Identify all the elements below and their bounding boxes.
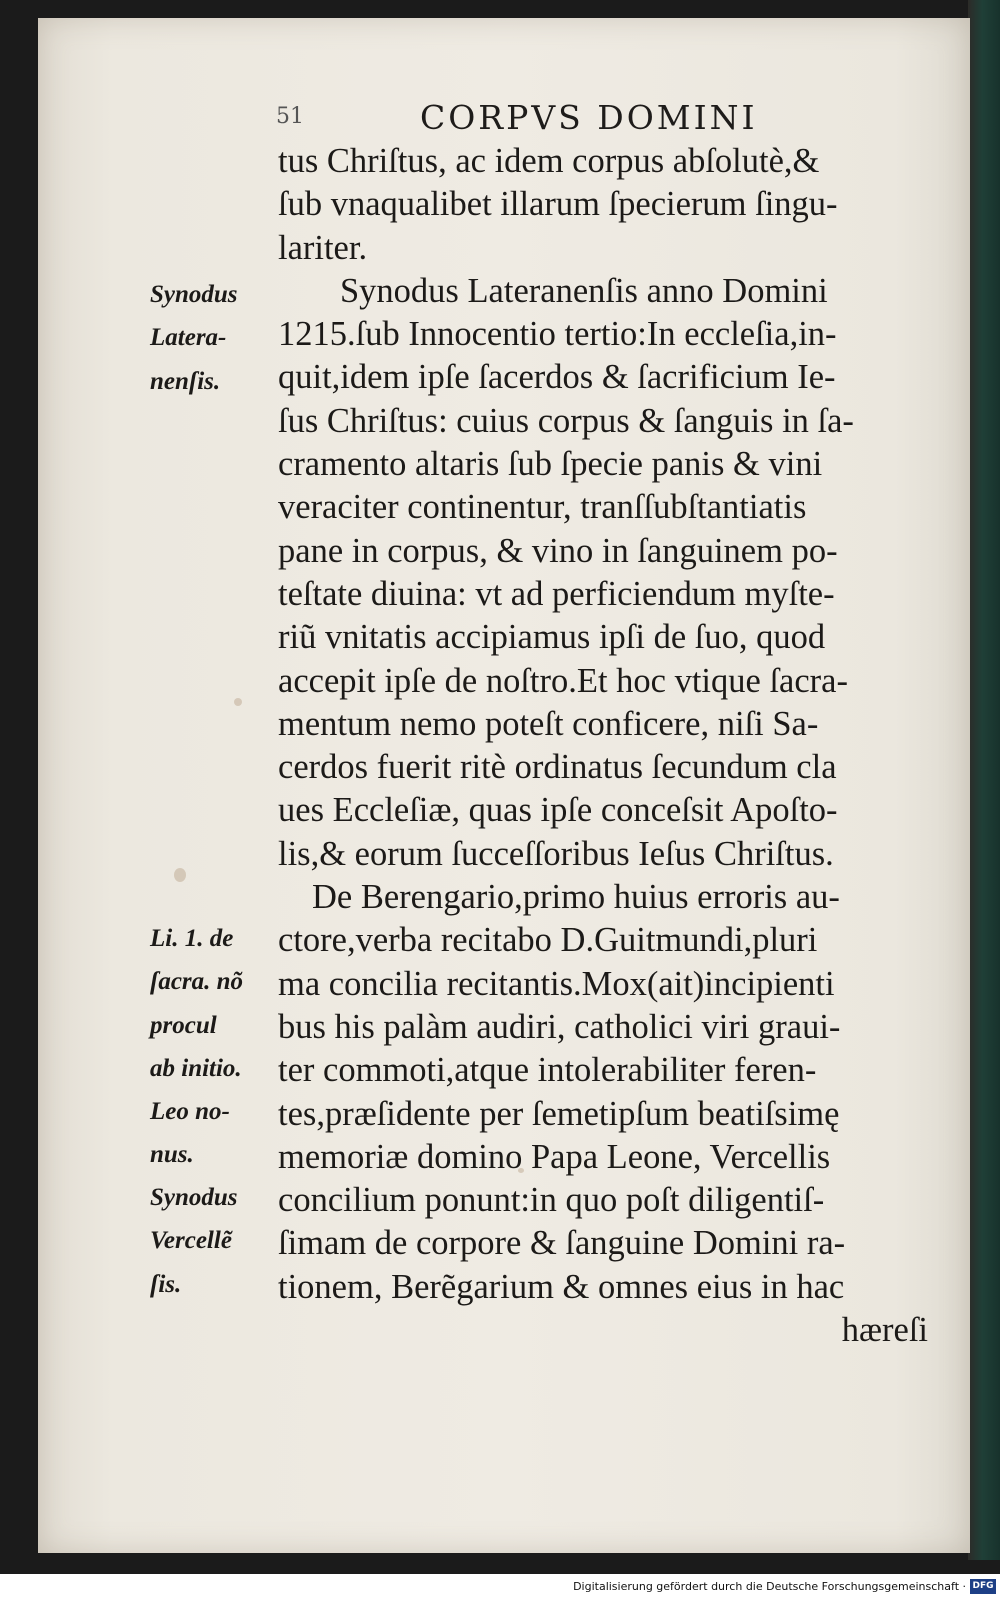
text-line: ues Eccleſiæ, quas ipſe conceſsit Apoſto- — [278, 791, 838, 830]
text-line: cramento altaris ſub ſpecie panis & vini — [278, 445, 823, 484]
text-line: bus his palàm audiri, catholici viri graui- — [278, 1007, 841, 1046]
marginal-note-line: ab initio. — [150, 1054, 242, 1082]
text-line: De Berengario,primo huius erroris au- — [312, 878, 840, 917]
text-line: teſtate diuina: vt ad perficiendum myſte- — [278, 574, 835, 613]
text-line: tionem, Berẽgarium & omnes eius in hac — [278, 1267, 845, 1306]
text-line: ſimam de corpore & ſanguine Domini ra- — [278, 1224, 846, 1263]
text-line: ter commoti,atque intolerabiliter feren- — [278, 1051, 817, 1090]
marginal-note-line: Synodus — [150, 1184, 238, 1211]
page-number: 51 — [276, 104, 304, 129]
text-line: mentum nemo poteſt conficere, niſi Sa- — [278, 704, 819, 743]
text-line: lariter. — [278, 228, 368, 267]
marginal-note-citation — [150, 917, 278, 1090]
text-line: accepit ipſe de noſtro.Et hoc vtique ſacra- — [278, 661, 848, 700]
marginal-note-line: Latera- — [150, 324, 227, 352]
marginal-note-line: Leo no- — [150, 1098, 230, 1125]
book-binding-edge — [968, 0, 1000, 1560]
text-line: lis,& eorum ſucceſſoribus Ieſus Chriſtus. — [278, 834, 834, 873]
text-line: ſus Chriſtus: cuius corpus & ſanguis in ſa- — [278, 401, 854, 440]
text-line: tus Chriſtus, ac idem corpus abſolutè,& — [278, 142, 820, 180]
marginal-note-line: ſis. — [150, 1270, 182, 1298]
text-line: Synodus Lateranenſis anno Domini — [340, 271, 828, 310]
text-line: 1215.ſub Innocentio tertio:In eccleſia,in- — [278, 315, 837, 354]
text-line: ſub vnaqualibet illarum ſpecierum ſingu- — [278, 185, 838, 224]
dfg-logo-icon: DFG — [970, 1579, 996, 1594]
paper-stain — [174, 868, 186, 882]
text-line: pane in corpus, & vino in ſanguinem po- — [278, 531, 838, 570]
running-head: CORPVS DOMINI — [420, 98, 758, 137]
text-line: quit,idem ipſe ſacerdos & ſacrificium Ie- — [278, 358, 836, 397]
marginal-note-synodus-lateranensis — [150, 273, 278, 403]
catchword: hæreſi — [841, 1311, 928, 1350]
marginal-note-line: ſacra. nõ — [150, 968, 244, 996]
funding-credit: Digitalisierung gefördert durch die Deutsche Forschungsgemeinschaft · — [573, 1580, 966, 1593]
paper-stain — [234, 698, 242, 706]
text-line: cerdos fuerit ritè ordinatus ſecundum cla — [278, 748, 837, 787]
marginal-note-line: nus. — [150, 1141, 194, 1169]
marginal-note-leo-nonus — [150, 1090, 278, 1177]
marginal-note-line: Synodus — [150, 281, 238, 308]
text-line: tes,præſidente per ſemetipſum beatiſsimę — [278, 1094, 840, 1133]
text-line: ctore,verba recitabo D.Guitmundi,pluri — [278, 921, 818, 960]
marginal-note-line: procul — [150, 1011, 217, 1039]
text-line: ma concilia recitantis.Mox(ait)incipienti — [278, 964, 835, 1003]
text-line: veraciter continentur, tranſſubſtantiatis — [278, 488, 807, 527]
text-line: riũ vnitatis accipiamus ipſi de ſuo, quod — [278, 618, 826, 657]
main-text-block — [278, 140, 928, 1352]
marginal-note-line: Vercellẽ — [150, 1227, 232, 1255]
marginal-note-synodus-vercellensis — [150, 1176, 278, 1306]
text-line: memoriæ domino Papa Leone, Vercellis — [278, 1137, 831, 1176]
marginal-note-line: nenſis. — [150, 367, 221, 395]
footer-bar — [0, 1574, 1000, 1604]
marginal-note-line: Li. 1. de — [150, 925, 234, 952]
text-line: concilium ponunt:in quo poſt diligentiſ- — [278, 1181, 825, 1220]
